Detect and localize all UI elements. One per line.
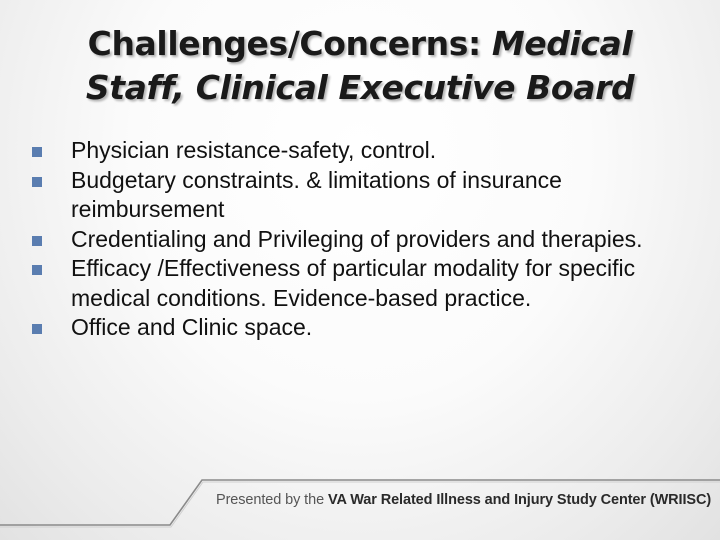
footer-attribution bbox=[216, 492, 711, 508]
bullet-text: Credentialing and Privileging of providers and therapies. bbox=[71, 225, 643, 252]
title-line-2: Staff, Clinical Executive Board bbox=[85, 68, 635, 107]
footer-center-name: VA War Related Illness and Injury Study Center (WRIISC) bbox=[327, 492, 712, 508]
bullet-text: Physician resistance-safety, control. bbox=[71, 137, 437, 163]
footer-presented-by: Presented by the bbox=[216, 492, 325, 508]
title-regular-text: Challenges/Concerns: bbox=[87, 24, 492, 63]
title-italic-text-1: Medical bbox=[491, 24, 633, 63]
bullet-text: Office and Clinic space. bbox=[71, 314, 313, 340]
bullet-text: Efficacy /Effectiveness of particular modality for specific medical conditions. Evidence-based practice. bbox=[71, 255, 636, 311]
bullet-text: Budgetary constraints. & limitations of insurance reimbursement bbox=[71, 166, 562, 222]
